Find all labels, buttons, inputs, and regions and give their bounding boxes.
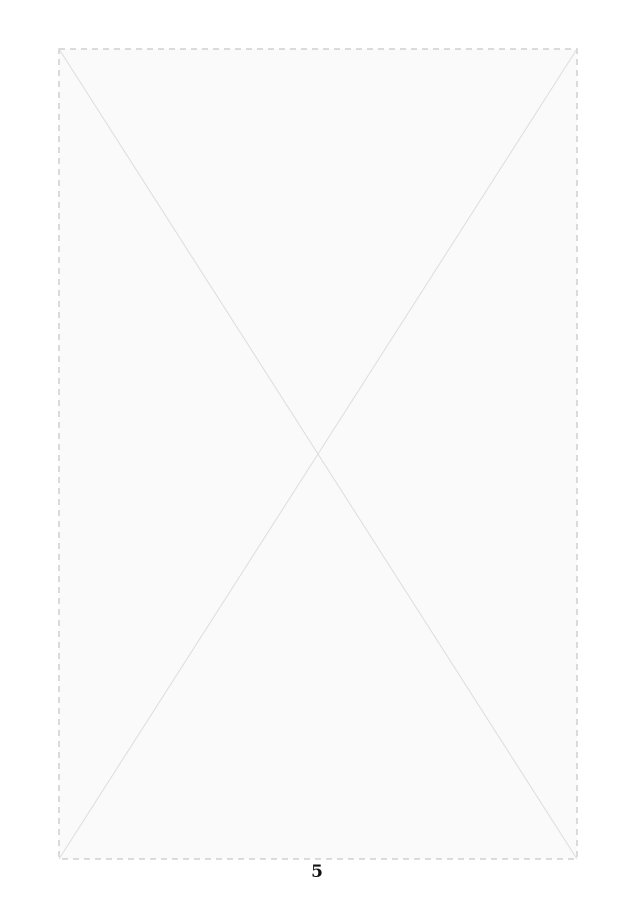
page-number: 5 (311, 862, 323, 882)
text-region-placeholder (58, 48, 578, 860)
vertical-text-block (58, 48, 578, 860)
